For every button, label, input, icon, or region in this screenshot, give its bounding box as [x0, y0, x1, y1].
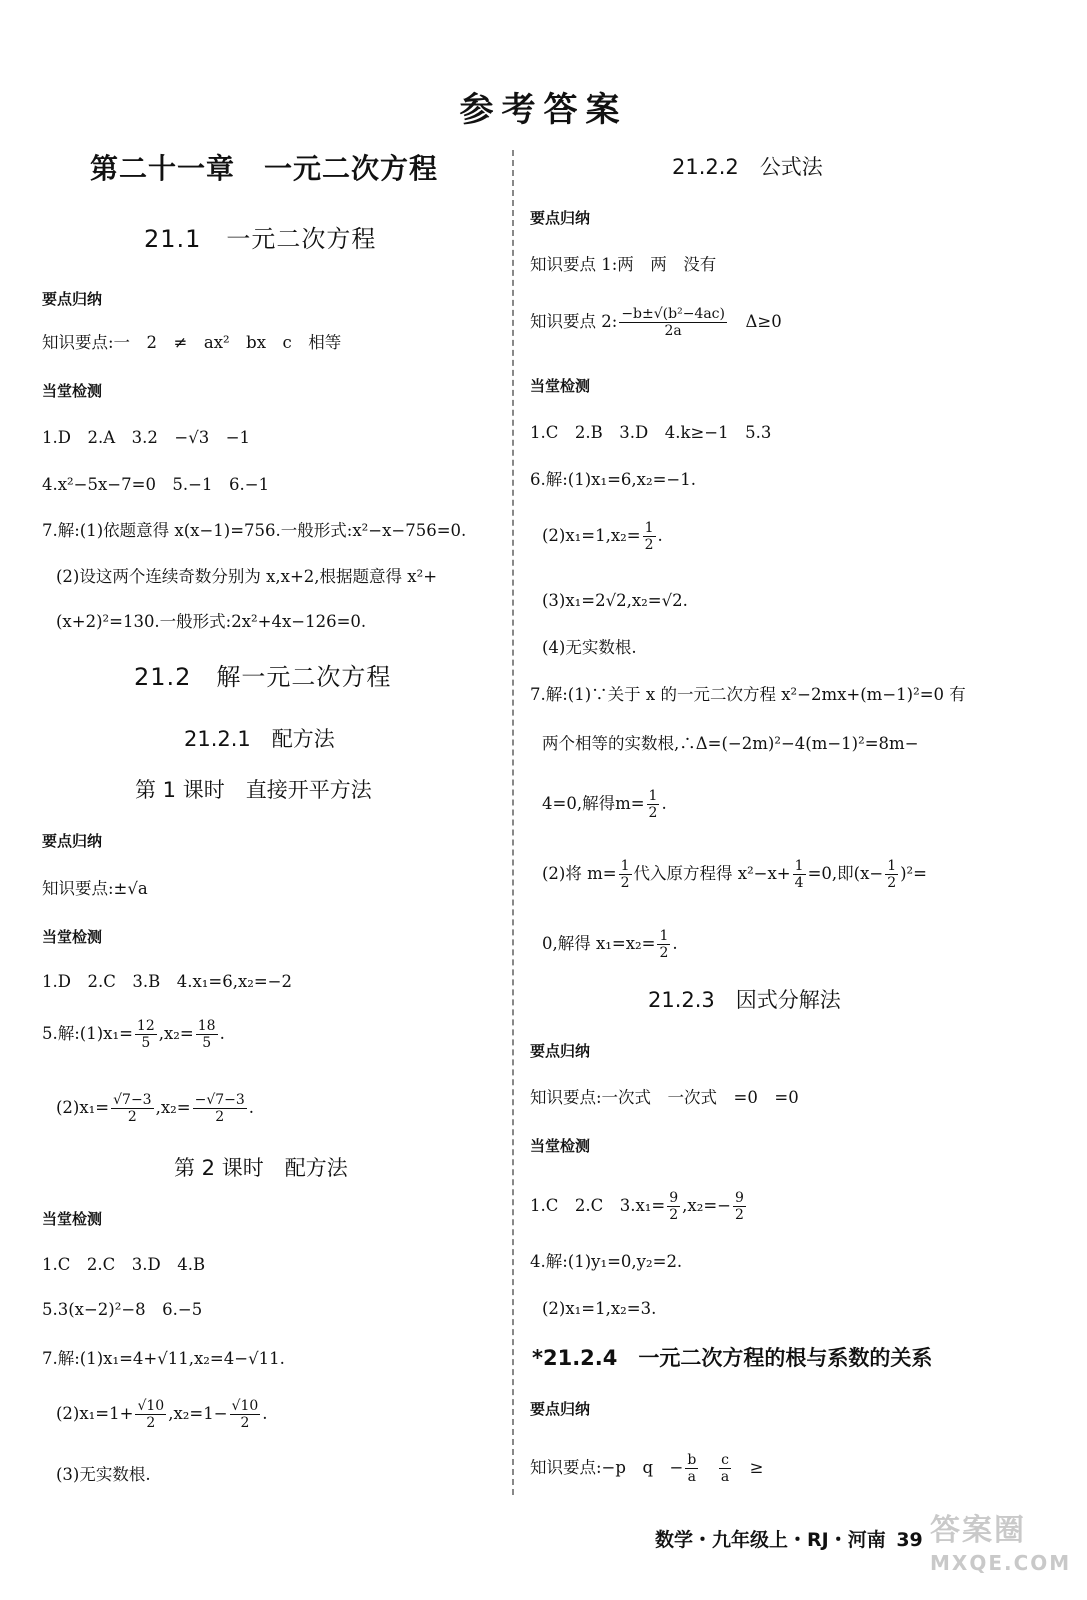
answer-line: (2)设这两个连续奇数分别为 x,x+2,根据题意得 x²+: [56, 567, 438, 586]
label-class-check: 当堂检测: [42, 928, 103, 946]
quadratic-formula: $\frac{\text{−b±√(b²−4ac)}}{2a}$: [621, 306, 725, 339]
label-key-points: 要点归纳: [42, 290, 103, 308]
answer-line-fraction: 0,解得 x₁=x₂= $\frac{1}{2}$ .: [542, 928, 678, 961]
fraction: $\frac{18}{5}$: [197, 1018, 216, 1051]
fraction: $\frac{1}{4}$: [794, 858, 804, 891]
answer-line-fraction: (2)x₁= $\frac{√7-3}{2}$ ,x₂= $\frac{-√7-3}{2}$ .: [56, 1092, 255, 1125]
fraction: $\frac{c}{a}$: [720, 1452, 730, 1485]
footer-book-info: 数学・九年级上・RJ・河南: [655, 1529, 886, 1551]
fraction: $\frac{-√7-3}{2}$: [194, 1092, 245, 1125]
answer-line-fraction: 1.C 2.C 3.x₁= $\frac{9}{2}$ ,x₂=− $\frac{9}{2}$: [530, 1190, 744, 1223]
answer-line: 6.解:(1)x₁=6,x₂=−1.: [530, 470, 696, 489]
label-key-points: 要点归纳: [42, 832, 103, 850]
chapter-heading: 第二十一章 一元二次方程: [90, 152, 439, 185]
fraction: $\frac{b}{a}$: [687, 1452, 697, 1485]
lesson-heading-1: 第 1 课时 直接开平方法: [135, 778, 372, 802]
label-class-check: 当堂检测: [42, 1210, 103, 1228]
key-points-text: 知识要点:一 2 ≠ ax² bx c 相等: [42, 333, 342, 352]
fraction: $\frac{√10}{2}$: [231, 1398, 259, 1431]
answer-line: 5.3(x−2)²−8 6.−5: [42, 1300, 203, 1319]
column-divider: [512, 150, 514, 1495]
fraction: $\frac{12}{5}$: [136, 1018, 155, 1051]
answer-line: 1.D 2.C 3.B 4.x₁=6,x₂=−2: [42, 972, 293, 991]
answer-line-fraction: 4=0,解得m= $\frac{1}{2}$ .: [542, 788, 667, 821]
page-title: 参考答案: [459, 90, 628, 130]
answer-line: 4.解:(1)y₁=0,y₂=2.: [530, 1252, 683, 1271]
label-key-points: 要点归纳: [530, 209, 591, 227]
answer-line: 1.D 2.A 3.2 −√3 −1: [42, 428, 251, 447]
key-points-text: 知识要点 1:两 两 没有: [530, 255, 717, 274]
section-heading-21-2: 21.2 解一元二次方程: [134, 663, 392, 691]
fraction: $\frac{1}{2}$: [620, 858, 630, 891]
subsection-heading-21-2-3: 21.2.3 因式分解法: [648, 988, 841, 1012]
answer-line: 4.x²−5x−7=0 5.−1 6.−1: [42, 475, 270, 494]
label-class-check: 当堂检测: [530, 377, 591, 395]
answer-line: 1.C 2.C 3.D 4.B: [42, 1255, 206, 1274]
key-points-text: 知识要点:±√a: [42, 879, 148, 898]
fraction: $\frac{1}{2}$: [887, 858, 897, 891]
key-points-formula: 知识要点 2: $\frac{\text{−b±√(b²−4ac)}}{2a}$ Δ≥0: [530, 306, 782, 339]
answer-line-fraction: (2)将 m= $\frac{1}{2}$ 代入原方程得 x²−x+ $\frac{1}{4}$ =0,即(x− $\frac{1}{2}$ )²=: [542, 858, 928, 891]
subsection-heading-21-2-1: 21.2.1 配方法: [184, 727, 335, 751]
answer-line: (3)x₁=2√2,x₂=√2.: [542, 591, 688, 610]
page-number: 39: [896, 1529, 923, 1551]
fraction: $\frac{1}{2}$: [648, 788, 658, 821]
fraction: $\frac{9}{2}$: [734, 1190, 744, 1223]
answer-line: (3)无实数根.: [56, 1465, 151, 1484]
label-class-check: 当堂检测: [42, 382, 103, 400]
answer-line: (2)x₁=1,x₂=3.: [542, 1299, 657, 1318]
key-points-text: 知识要点:一次式 一次式 =0 =0: [530, 1088, 799, 1107]
answer-line: 7.解:(1)∵关于 x 的一元二次方程 x²−2mx+(m−1)²=0 有: [530, 685, 966, 704]
label-class-check: 当堂检测: [530, 1137, 591, 1155]
answer-line-fraction: (2)x₁=1,x₂= $\frac{1}{2}$ .: [542, 520, 663, 553]
answer-line: (x+2)²=130.一般形式:2x²+4x−126=0.: [56, 612, 367, 631]
watermark-url: MXQE.COM: [930, 1551, 1072, 1575]
answer-line: 7.解:(1)x₁=4+√11,x₂=4−√11.: [42, 1349, 285, 1368]
label-key-points: 要点归纳: [530, 1400, 591, 1418]
subsection-heading-21-2-4: *21.2.4 一元二次方程的根与系数的关系: [532, 1346, 933, 1370]
label-key-points: 要点归纳: [530, 1042, 591, 1060]
fraction: $\frac{√10}{2}$: [137, 1398, 165, 1431]
subsection-heading-21-2-2: 21.2.2 公式法: [672, 155, 823, 179]
fraction: $\frac{1}{2}$: [644, 520, 654, 553]
answer-line: (4)无实数根.: [542, 638, 637, 657]
answer-line-fraction: 5.解:(1)x₁= $\frac{12}{5}$ ,x₂= $\frac{18}{5}$ .: [42, 1018, 225, 1051]
watermark: [920, 1505, 1072, 1585]
answer-line: 1.C 2.B 3.D 4.k≥−1 5.3: [530, 423, 772, 442]
key-points-fraction: 知识要点:−p q − $\frac{b}{a}$ $\frac{c}{a}$ ≥: [530, 1452, 764, 1485]
lesson-heading-2: 第 2 课时 配方法: [174, 1156, 348, 1180]
fraction: $\frac{√7-3}{2}$: [113, 1092, 152, 1125]
answer-line: 7.解:(1)依题意得 x(x−1)=756.一般形式:x²−x−756=0.: [42, 521, 467, 540]
watermark-logo: 答案圈: [930, 1513, 1026, 1548]
answer-line-fraction: (2)x₁=1+ $\frac{√10}{2}$ ,x₂=1− $\frac{√10}{2}$ .: [56, 1398, 268, 1431]
answer-line: 两个相等的实数根,∴Δ=(−2m)²−4(m−1)²=8m−: [542, 734, 919, 753]
page-footer: [655, 1525, 923, 1552]
fraction: $\frac{9}{2}$: [669, 1190, 679, 1223]
fraction: $\frac{1}{2}$: [659, 928, 669, 961]
section-heading-21-1: 21.1 一元二次方程: [144, 225, 377, 253]
